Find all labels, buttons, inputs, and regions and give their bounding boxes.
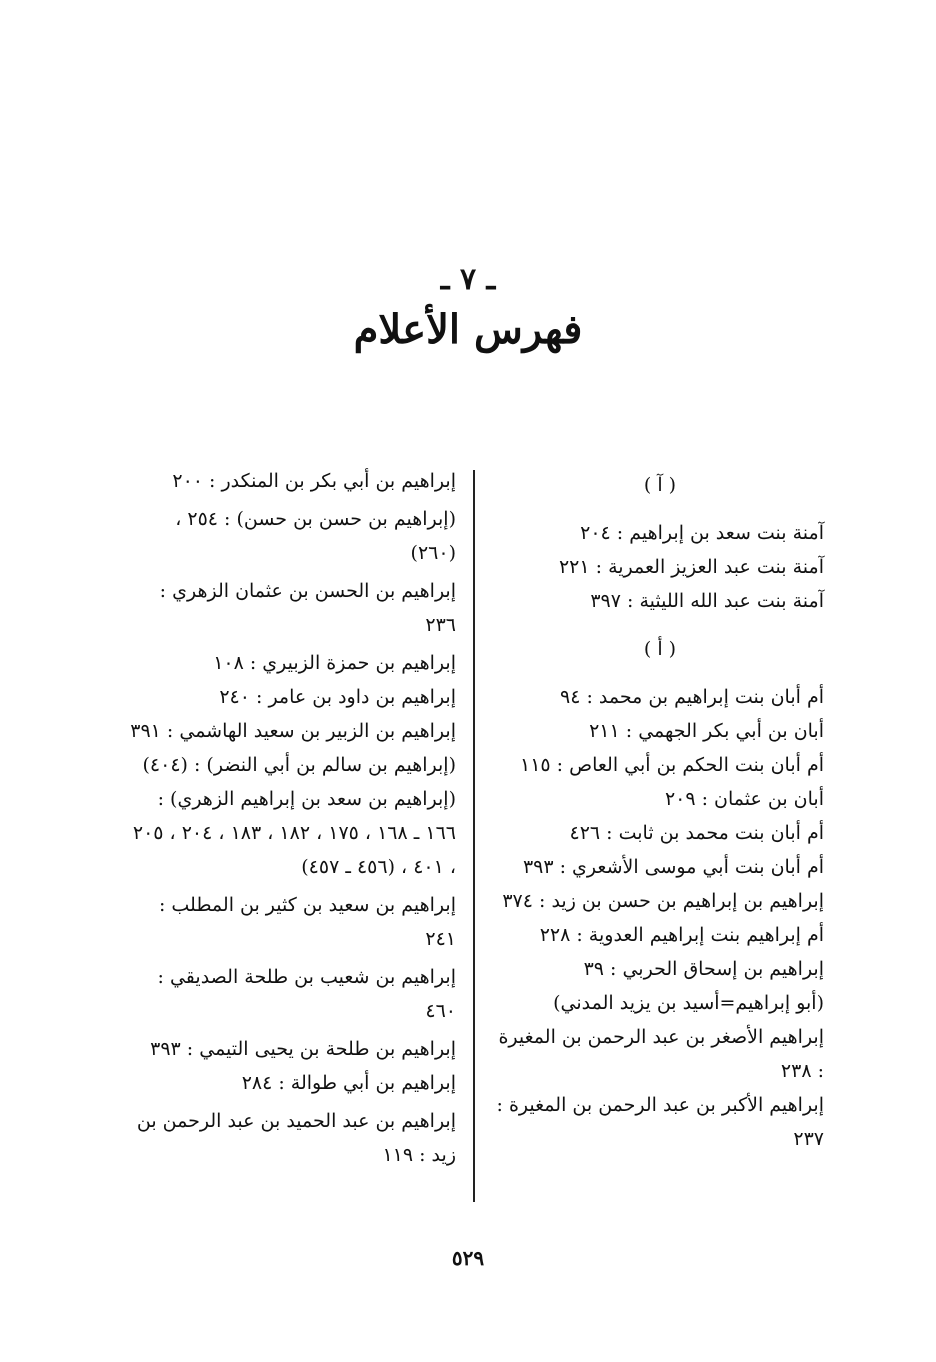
index-entry: أم أبان بنت إبراهيم بن محمد : ٩٤ [559,686,824,708]
index-entry: إبراهيم بن الزبير بن سعيد الهاشمي : ٣٩١ [130,720,456,742]
index-column-left [130,464,456,1172]
index-letter-heading: ( آ ) [643,474,677,496]
index-entry: إبراهيم بن أبي طوالة : ٢٨٤ [241,1072,456,1094]
index-entry: إبراهيم بن الحسن بن عثمان الزهري : ٢٣٦ [159,580,456,636]
index-entry: أم إبراهيم بنت إبراهيم العدوية : ٢٢٨ [539,924,824,946]
index-entry: إبراهيم بن إسحاق الحربي : ٣٩ [583,958,824,980]
index-column-right [496,464,824,1156]
index-entry: إبراهيم بن أبي بكر بن المنكدر : ٢٠٠ [172,470,456,492]
index-entry: (إبراهيم بن سالم بن أبي النضر) : (٤٠٤) [142,754,456,776]
page-title: فهرس الأعلام [353,306,583,353]
index-entry: إبراهيم بن سعيد بن كثير بن المطلب : ٢٤١ [158,894,456,950]
column-divider [473,470,475,1202]
index-entry: إبراهيم بن عبد الحميد بن عبد الرحمن بن زيد : ١١٩ [136,1110,456,1166]
index-entry: إبراهيم بن طلحة بن يحيى التيمي : ٣٩٣ [150,1038,456,1060]
index-entry: (أبو إبراهيم=أسيد بن يزيد المدني) [553,992,824,1014]
section-number: ـ ٧ ـ [440,262,496,297]
index-entry: آمنة بنت عبد العزيز العمرية : ٢٢١ [558,556,824,578]
index-letter-heading: ( أ ) [643,638,677,660]
page-number: ٥٢٩ [451,1246,485,1270]
index-entry: إبراهيم بن داود بن عامر : ٢٤٠ [219,686,456,708]
index-entry: أم أبان بنت الحكم بن أبي العاص : ١١٥ [520,754,824,776]
index-entry: آمنة بنت عبد الله الليثية : ٣٩٧ [590,590,824,612]
index-entry: إبراهيم بن إبراهيم بن حسن بن زيد : ٣٧٤ [502,890,824,912]
index-entry: إبراهيم بن شعيب بن طلحة الصديقي : ٤٦٠ [157,966,456,1022]
index-entry: أم أبان بنت أبي موسى الأشعري : ٣٩٣ [522,856,824,878]
index-entry: إبراهيم بن حمزة الزبيري : ١٠٨ [213,652,456,674]
index-entry: أبان بن عثمان : ٢٠٩ [664,788,824,810]
index-entry: أبان بن أبي بكر الجهمي : ٢١١ [589,720,824,742]
index-entry: إبراهيم الأكبر بن عبد الرحمن بن المغيرة : ٢٣٧ [496,1094,824,1150]
index-entry: إبراهيم الأصغر بن عبد الرحمن بن المغيرة : ٢٣٨ [498,1026,824,1082]
index-entry: أم أبان بنت محمد بن ثابت : ٤٢٦ [569,822,824,844]
index-entry: (إبراهيم بن سعد بن إبراهيم الزهري) : ١٦٦ ـ ١٦٨ ، ١٧٥ ، ١٨٢ ، ١٨٣ ، ٢٠٤ ، ٢٠٥ ، ٤٠١ ، (٤٥٦ ـ ٤٥٧) [132,788,456,878]
index-entry: (إبراهيم بن حسن بن حسن) : ٢٥٤ ، (٢٦٠) [175,508,456,564]
index-entry: آمنة بنت سعد بن إبراهيم : ٢٠٤ [580,522,824,544]
